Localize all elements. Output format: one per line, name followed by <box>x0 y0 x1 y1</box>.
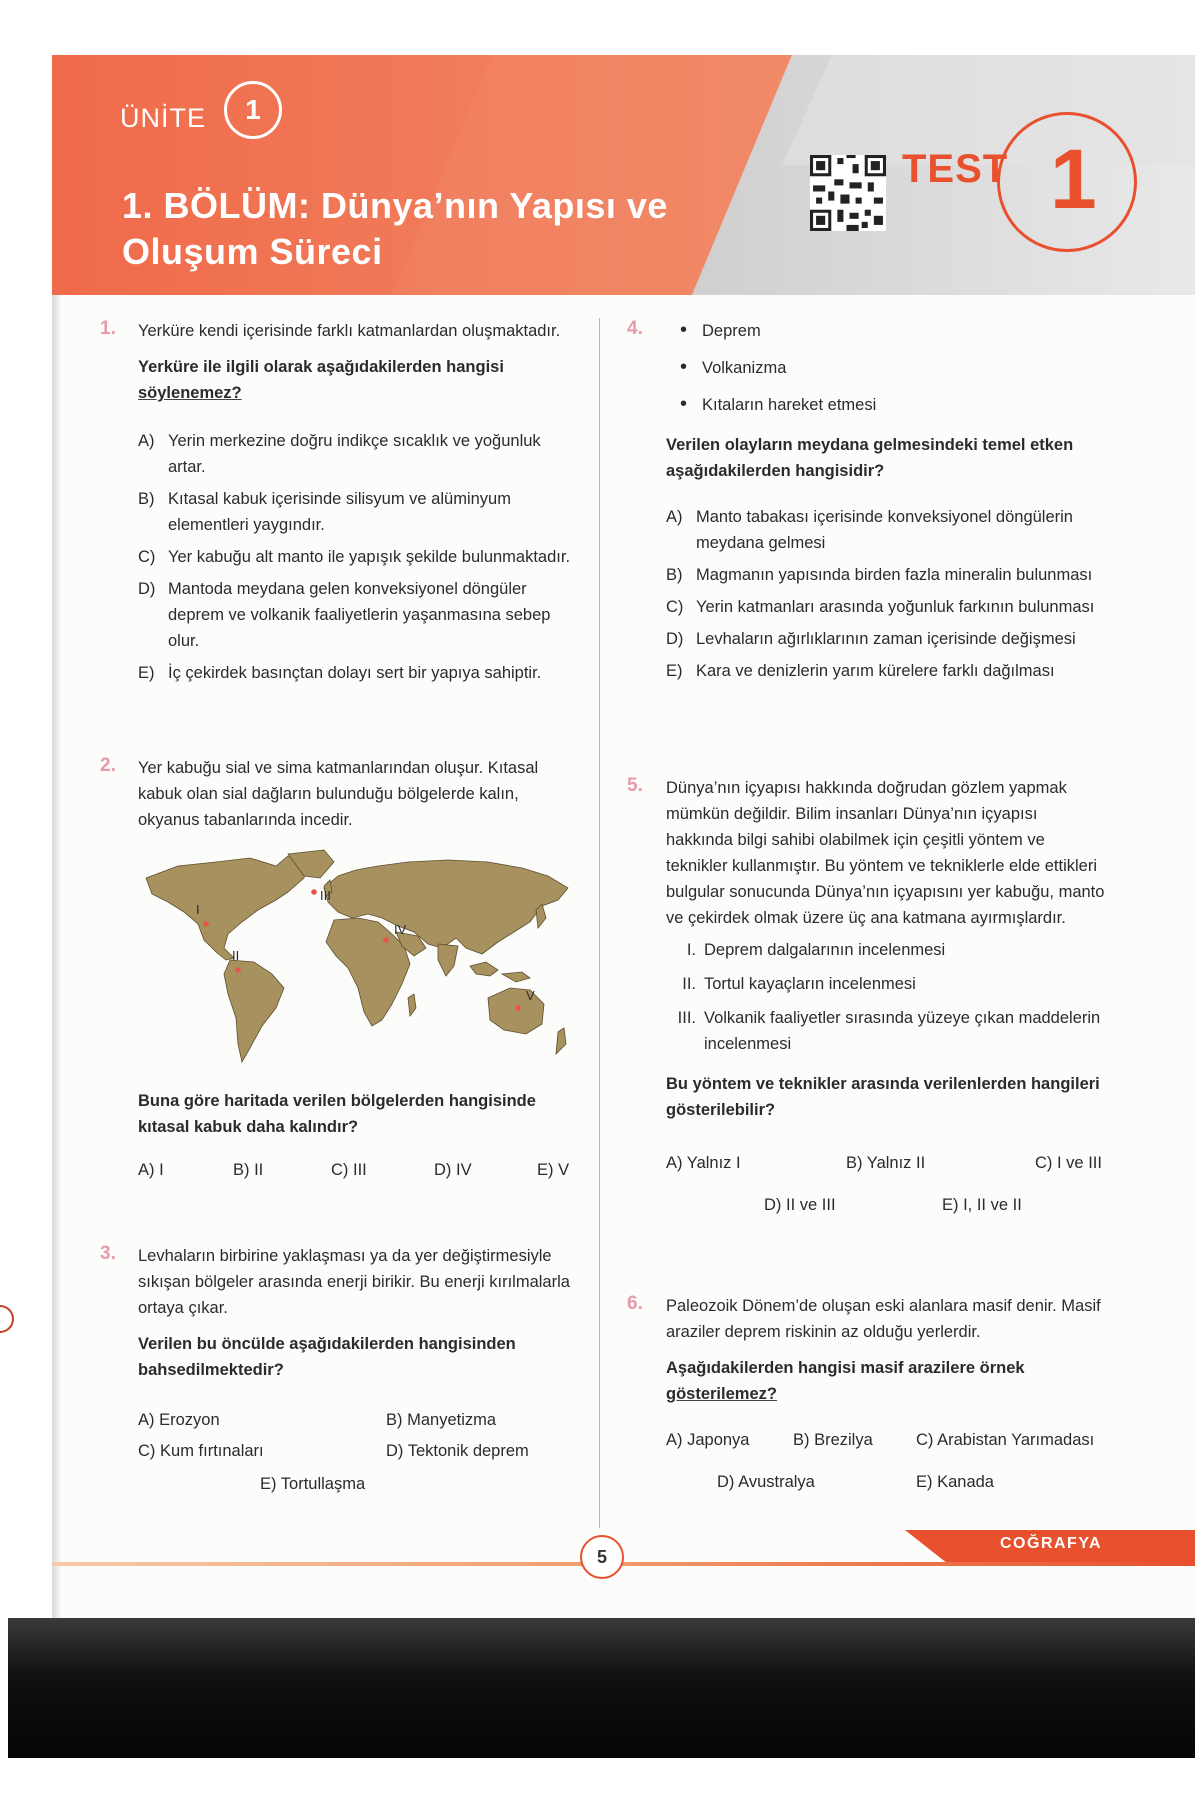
bullet-dot-icon: • <box>680 356 688 378</box>
question-3-option-e[interactable] <box>260 1471 365 1497</box>
option-text: III <box>353 1161 367 1179</box>
question-2-option-a[interactable] <box>138 1157 164 1183</box>
question-1-option-a[interactable] <box>138 428 576 480</box>
question-3-number: 3. <box>100 1243 116 1264</box>
question-5-option-a[interactable] <box>666 1150 741 1176</box>
question-6-prompt-emphasis: gösterilemez? <box>666 1385 777 1403</box>
question-1 <box>138 318 576 692</box>
question-1-option-d[interactable] <box>138 576 576 654</box>
question-4-option-b[interactable] <box>666 562 1106 588</box>
option-label: D) <box>717 1473 735 1491</box>
option-label: A) <box>138 432 155 450</box>
question-3-options <box>138 1407 578 1497</box>
option-label: A) <box>666 1431 683 1449</box>
question-6 <box>666 1293 1106 1417</box>
question-4-option-d[interactable] <box>666 626 1106 652</box>
question-3-option-b[interactable] <box>386 1407 496 1433</box>
option-text: Avustralya <box>738 1473 815 1491</box>
question-4-option-c[interactable] <box>666 594 1106 620</box>
question-2-stem: Yer kabuğu sial ve sima katmanlarından oluşur. Kıtasal kabuk olan sial dağların bulunduğu bölgelerde kalın, okyanus tabanlarında incedir. <box>138 759 539 829</box>
option-label: B) <box>846 1154 863 1172</box>
question-5-item-1 <box>666 937 1106 963</box>
item-text: Deprem dalgalarının incelenmesi <box>704 941 946 959</box>
question-4-bullets <box>666 318 1106 418</box>
question-5-number: 5. <box>627 775 643 796</box>
unit-number-badge: 1 <box>224 81 282 139</box>
option-text: Arabistan Yarımadası <box>937 1431 1095 1449</box>
option-text: Yalnız I <box>686 1154 741 1172</box>
unit-label: ÜNİTE <box>120 103 206 133</box>
question-6-option-d[interactable] <box>717 1469 815 1495</box>
option-text: Tortullaşma <box>280 1475 366 1493</box>
option-text: Manyetizma <box>407 1411 497 1429</box>
option-label: D) <box>386 1442 404 1460</box>
bullet-dot-icon: • <box>680 393 688 415</box>
question-2-option-d[interactable] <box>434 1157 472 1183</box>
question-5-options <box>666 1150 1106 1220</box>
item-label: III. <box>677 1009 696 1027</box>
question-2-prompt: Buna göre haritada verilen bölgelerden hangisinde kıtasal kabuk daha kalındır? <box>138 1092 536 1136</box>
world-map <box>138 848 574 1070</box>
question-3-stem: Levhaların birbirine yaklaşması ya da yer değiştirmesiyle sıkışan bölgeler arasında enerji birikir. Bu enerji kırılmalarla ortaya çıkar. <box>138 1247 570 1317</box>
question-4-option-a[interactable] <box>666 504 1106 556</box>
option-text: V <box>558 1161 570 1179</box>
question-5-item-2 <box>666 971 1106 997</box>
question-5 <box>666 775 1106 1133</box>
option-label: D) <box>138 580 156 598</box>
option-text: Yer kabuğu alt manto ile yapışık şekilde bulunmaktadır. <box>168 548 571 566</box>
question-6-prompt-text: Aşağıdakilerden hangisi masif arazilere örnek <box>666 1359 1025 1377</box>
map-label-V: V <box>526 988 535 1003</box>
option-text: I ve III <box>1057 1154 1102 1172</box>
bullet-text: Volkanizma <box>702 359 787 377</box>
question-5-prompt: Bu yöntem ve teknikler arasında verilenlerden hangileri gösterilebilir? <box>666 1075 1100 1119</box>
item-text: Tortul kayaçların incelenmesi <box>704 975 916 993</box>
bullet-text: Deprem <box>702 322 761 340</box>
option-label: A) <box>138 1161 155 1179</box>
question-6-stem: Paleozoik Dönem’de oluşan eski alanlara masif denir. Masif araziler deprem riskinin az olduğu yerlerdir. <box>666 1297 1101 1341</box>
question-6-option-a[interactable] <box>666 1427 749 1453</box>
option-label: C) <box>331 1161 349 1179</box>
question-1-prompt-text: Yerküre ile ilgili olarak aşağıdakilerden hangisi <box>138 358 504 376</box>
option-label: C) <box>1035 1154 1053 1172</box>
question-4-prompt: Verilen olayların meydana gelmesindeki temel etken aşağıdakilerden hangisidir? <box>666 436 1074 480</box>
option-text: Japonya <box>687 1431 750 1449</box>
question-6-options <box>666 1427 1106 1497</box>
option-label: C) <box>138 548 156 566</box>
option-text: Yerin merkezine doğru indikçe sıcaklık ve yoğunluk artar. <box>168 432 541 476</box>
page-header <box>52 55 1195 295</box>
option-label: B) <box>666 566 683 584</box>
option-text: İç çekirdek basınçtan dolayı sert bir yapıya sahiptir. <box>168 664 542 682</box>
map-label-I: I <box>196 902 200 917</box>
option-label: E) <box>942 1196 959 1214</box>
option-text: Erozyon <box>159 1411 220 1429</box>
option-text: Tektonik deprem <box>407 1442 529 1460</box>
bullet-item <box>680 318 1106 344</box>
question-2-option-e[interactable] <box>537 1157 569 1183</box>
question-2-number: 2. <box>100 755 116 776</box>
question-3-option-c[interactable] <box>138 1438 264 1464</box>
option-label: A) <box>138 1411 155 1429</box>
option-text: IV <box>456 1161 472 1179</box>
option-text: Levhaların ağırlıklarının zaman içerisinde değişmesi <box>696 630 1076 648</box>
option-text: Kara ve denizlerin yarım kürelere farklı dağılması <box>696 662 1055 680</box>
option-text: I, II ve II <box>963 1196 1022 1214</box>
option-text: Magmanın yapısında birden fazla mineralin bulunması <box>696 566 1093 584</box>
option-text: Brezilya <box>814 1431 873 1449</box>
option-text: Kanada <box>937 1473 994 1491</box>
map-label-II: II <box>232 948 240 963</box>
test-number: 1 <box>1050 132 1097 226</box>
qr-code-icon[interactable] <box>810 155 886 231</box>
bullet-item <box>680 392 1106 418</box>
question-5-item-3 <box>666 1005 1106 1057</box>
option-label: B) <box>793 1431 810 1449</box>
option-text: Kıtasal kabuk içerisinde silisyum ve alüminyum elementleri yaygındır. <box>168 490 511 534</box>
item-label: II. <box>682 975 696 993</box>
option-label: C) <box>916 1431 934 1449</box>
question-3-option-a[interactable] <box>138 1407 220 1433</box>
bullet-dot-icon: • <box>680 319 688 341</box>
question-4-option-e[interactable] <box>666 658 1106 684</box>
question-1-option-c[interactable] <box>138 544 576 570</box>
option-text: Manto tabakası içerisinde konveksiyonel döngülerin meydana gelmesi <box>696 508 1073 552</box>
option-label: D) <box>666 630 684 648</box>
question-1-number: 1. <box>100 318 116 339</box>
map-label-IV: IV <box>394 922 407 937</box>
option-label: E) <box>666 662 683 680</box>
question-6-number: 6. <box>627 1293 643 1314</box>
option-text: Yerin katmanları arasında yoğunluk farkının bulunması <box>696 598 1095 616</box>
question-5-option-b[interactable] <box>846 1150 925 1176</box>
question-3 <box>138 1243 576 1401</box>
option-text: II ve III <box>786 1196 836 1214</box>
question-5-option-e[interactable] <box>942 1192 1022 1218</box>
question-4-number: 4. <box>627 318 643 339</box>
option-label: D) <box>764 1196 782 1214</box>
question-5-option-d[interactable] <box>764 1192 836 1218</box>
test-label: TEST <box>902 147 1009 191</box>
question-1-prompt-emphasis: söylenemez? <box>138 384 242 402</box>
option-text: Kum fırtınaları <box>160 1442 264 1460</box>
option-label: D) <box>434 1161 452 1179</box>
option-text: Yalnız II <box>866 1154 926 1172</box>
item-text: Volkanik faaliyetler sırasında yüzeye çıkan maddelerin incelenmesi <box>704 1009 1101 1053</box>
option-label: B) <box>386 1411 403 1429</box>
question-2-option-b[interactable] <box>233 1157 263 1183</box>
question-6-option-e[interactable] <box>916 1469 994 1495</box>
option-text: II <box>254 1161 264 1179</box>
option-label: B) <box>138 490 155 508</box>
binding-hole-mark <box>0 1305 14 1333</box>
option-label: E) <box>260 1475 277 1493</box>
question-1-option-b[interactable] <box>138 486 576 538</box>
question-1-option-e[interactable] <box>138 660 576 686</box>
chapter-title-line-2: Oluşum Süreci <box>122 231 383 272</box>
item-label: I. <box>686 941 696 959</box>
page-number: 5 <box>580 1535 624 1579</box>
question-5-option-c[interactable] <box>1035 1150 1102 1176</box>
option-label: E) <box>537 1161 554 1179</box>
question-1-prompt <box>138 354 576 406</box>
bullet-text: Kıtaların hareket etmesi <box>702 396 877 414</box>
chapter-title-line-1: 1. BÖLÜM: Dünya’nın Yapısı ve <box>122 185 668 226</box>
question-6-option-c[interactable] <box>916 1427 1094 1453</box>
question-6-prompt <box>666 1355 1106 1407</box>
question-3-option-d[interactable] <box>386 1438 529 1464</box>
question-2-option-c[interactable] <box>331 1157 367 1183</box>
map-label-III: III <box>320 888 331 903</box>
option-label: C) <box>666 598 684 616</box>
subject-label: COĞRAFYA <box>1000 1535 1103 1552</box>
question-4 <box>666 318 1106 690</box>
option-label: E) <box>138 664 155 682</box>
question-6-option-b[interactable] <box>793 1427 873 1453</box>
question-5-stem: Dünya’nın içyapısı hakkında doğrudan gözlem yapmak mümkün değildir. Bilim insanları Dünya’nın içyapısı hakkında bilgi sahibi olabilmek için çeşitli yöntem ve teknikler kullanmıştır. Bu yöntem ve tekniklerle elde ettikleri bulgular sonucunda Dünya’nın içyapısını yer kabuğu, manto ve çekirdek olmak üzere üç ana katmana ayırmışlardır. <box>666 779 1105 927</box>
option-label: B) <box>233 1161 250 1179</box>
column-divider <box>599 318 600 1528</box>
option-label: E) <box>916 1473 933 1491</box>
scan-shadow-band <box>8 1618 1195 1758</box>
option-label: A) <box>666 508 683 526</box>
bullet-item <box>680 355 1106 381</box>
option-label: C) <box>138 1442 156 1460</box>
option-text: Mantoda meydana gelen konveksiyonel döngüler deprem ve volkanik faaliyetlerin yaşanmasına sebep olur. <box>168 580 551 650</box>
option-label: A) <box>666 1154 683 1172</box>
option-text: I <box>159 1161 164 1179</box>
question-3-prompt: Verilen bu öncülde aşağıdakilerden hangisinden bahsedilmektedir? <box>138 1335 516 1379</box>
question-1-stem: Yerküre kendi içerisinde farklı katmanlardan oluşmaktadır. <box>138 322 561 340</box>
chapter-title <box>122 183 742 275</box>
